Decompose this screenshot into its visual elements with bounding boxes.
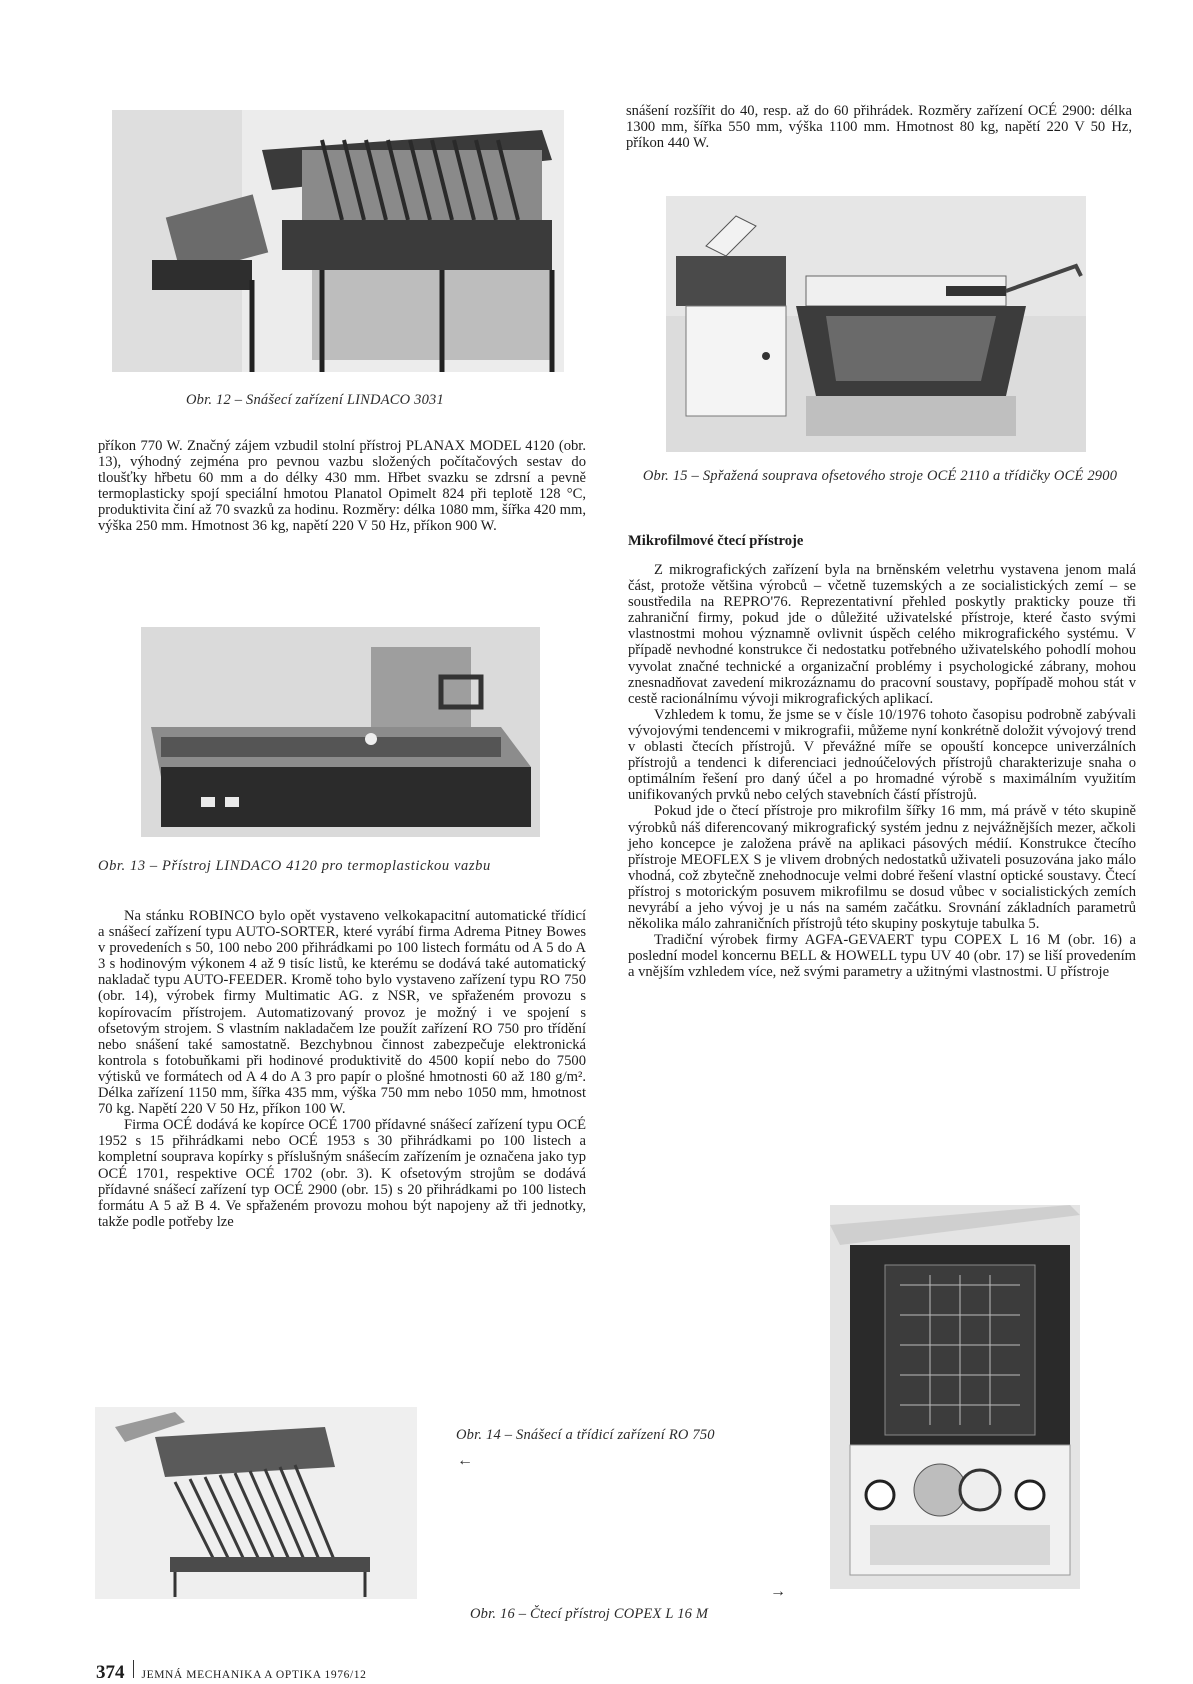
- figure-14-arrow: ←: [457, 1452, 474, 1469]
- right-column-body: [628, 562, 1136, 980]
- left-column-body: [98, 908, 586, 1230]
- paragraph: Pokud jde o čtecí přístroje pro mikrofilm šířky 16 mm, má právě v této skupině výrobků náš diferencovaný mikrografický systém jednu z nejvážnějších mezer, ačkoli jeho koncepce je založena právě na aplikaci pásových médií. Konstrukce čtecího přístroje MEOFLEX S je vlivem drobných nedostatků uživateli posuzována jako málo vhodná, což zbytečně znehodnocuje velmi dobré řešení vlastní optické soustavy. Čtecí přístroj s motorickým posuvem mikrofilmu se dosud vůbec v socialistických zemích nevyrábí a jeho vývoj je u nás na samém začátku. Srovnání základních parametrů několika málo zahraničních přístrojů této skupiny poskytuje tabulka 5.: [628, 803, 1136, 933]
- figure-13-photo: [141, 627, 540, 837]
- page-number: 374: [96, 1662, 125, 1683]
- figure-15-photo: [666, 196, 1086, 452]
- figure-16-photo: [830, 1205, 1080, 1589]
- paragraph: snášení rozšířit do 40, resp. až do 60 přihrádek. Rozměry zařízení OCÉ 2900: délka 1300 mm, šířka 550 mm, výška 1100 mm. Hmotnost 80 kg, napětí 220 V 50 Hz, příkon 440 W.: [626, 103, 1132, 152]
- paragraph: Na stánku ROBINCO bylo opět vystaveno velkokapacitní automatické třídicí a snášecí zařízení typu AUTO-SORTER, které vyrábí firma Adrema Pitney Bowes v provedeních s 50, 100 nebo 200 přihrádkami po 100 listech formátu od A 5 do A 3 s hodinovým výkonem 4 až 9 tisíc listů, ke kterému se dodává také automatický nakladač typu AUTO-FEEDER. Kromě toho bylo vystaveno zařízení typu RO 750 (obr. 14), výrobek firmy Multimatic AG. z NSR, ve spřaženém provozu s kopírovacím přístrojem. Automatizovaný provoz je možný i ve spojení s ofsetovým strojem. S vlastním nakladačem lze použít zařízení RO 750 pro třídění nebo snášení také samostatně. Bezchybnou činnost zabezpečuje elektronická kontrola s fotobuňkami při hodinové produktivitě do 4500 kopií nebo do 7500 výtisků ve formátech od A 4 do A 3 pro papír o plošné hmotnosti 60 až 180 g/m². Délka zařízení 1150 mm, šířka 435 mm, výška 750 mm nebo 1050 mm, hmotnost 70 kg. Napětí 220 V 50 Hz, příkon 100 W.: [98, 908, 586, 1118]
- paragraph: Firma OCÉ dodává ke kopírce OCÉ 1700 přídavné snášecí zařízení typu OCÉ 1952 s 15 přihrádkami nebo OCÉ 1953 s 30 přihrádkami po 100 listech a kompletní souprava kopírky s příslušným snášecím zařízením je označena jako typ OCÉ 1701, respektive OCÉ 1702 (obr. 3). K ofsetovým strojům se dodává přídavné snášecí zařízení typ OCÉ 2900 (obr. 15) s 20 přihrádkami po 100 listech formátu A 5 až B 4. Ve spřaženém provozu mohou být napojeny až tři jednotky, takže podle potřeby lze: [98, 1117, 586, 1230]
- figure-15-caption: Obr. 15 – Spřažená souprava ofsetového stroje OCÉ 2110 a třídičky OCÉ 2900: [642, 468, 1118, 484]
- figure-12-photo: [112, 110, 564, 372]
- right-column-intro: [626, 103, 1132, 151]
- section-heading: Mikrofilmové čtecí přístroje: [628, 533, 804, 549]
- paragraph: Tradiční výrobek firmy AGFA-GEVAERT typu COPEX L 16 M (obr. 16) a poslední model koncernu BELL & HOWELL typu UV 40 (obr. 17) se liší provedením a vnějším vzhledem více, než svými parametry a užitnými vlastnostmi. U přístroje: [628, 932, 1136, 981]
- figure-16-caption: Obr. 16 – Čtecí přístroj COPEX L 16 M: [470, 1606, 709, 1622]
- paragraph: Z mikrografických zařízení byla na brněnském veletrhu vystavena jenom malá část, protože většina výrobců – včetně tuzemských a ze socialistických zemí – se soustředila na REPRO'76. Reprezentativní přehled poskytly prakticky pouze tři zahraniční firmy, pokud jde o důležité uživatelské přístroje, které často svými vlastnostmi mohou významně ovlivnit úspěch celého mikrografického systému. V případě nevhodné konstrukce či nedostatku potřebného uživatelského pohodlí mohou vyvolat značné technické a organizační problémy i psychologické zábrany, mohou znesnadňovat zavedení mikrozáznamu do pracovní soustavy, popřípadě mohou stát v cestě racionálnímu vývoji mikrografických aplikací.: [628, 562, 1136, 707]
- paragraph: Vzhledem k tomu, že jsme se v čísle 10/1976 tohoto časopisu podrobně zabývali vývojovými tendencemi v mikrografii, můžeme nyní konkrétně doložit vývojový trend v oblasti čtecích přístrojů. V převážné míře se opouští koncepce univerzálních přístrojů a tendenci k diferenciaci jednoúčelových přístrojů charakterizuje snaha o optimálním řešení pro daný účel a po hromadné výrobě s maximálním využitím unifikovaných prvků nebo celých stavebních částí přístrojů.: [628, 706, 1136, 804]
- footer-divider: [133, 1660, 134, 1678]
- figure-16-arrow: →: [770, 1583, 787, 1600]
- figure-14-photo: [95, 1407, 417, 1599]
- figure-12-caption: Obr. 12 – Snášecí zařízení LINDACO 3031: [186, 392, 444, 408]
- figure-13-caption: Obr. 13 – Přístroj LINDACO 4120 pro termoplastickou vazbu: [98, 858, 491, 874]
- journal-title: JEMNÁ MECHANIKA A OPTIKA 1976/12: [141, 1669, 367, 1681]
- left-column-p1: [98, 438, 586, 535]
- paragraph: příkon 770 W. Značný zájem vzbudil stolní přístroj PLANAX MODEL 4120 (obr. 13), výhodný zejména pro pevnou vazbu složených počítačových sestav do tloušťky hřbetu 60 mm a do délky 430 mm. Hřbet svazku se zdrsní a pevně termoplasticky spojí speciální hmotou Planatol Opimelt 824 při teplotě 128 °C, produktivita činí až 70 svazků za hodinu. Rozměry: délka 1080 mm, šířka 420 mm, výška 250 mm. Hmotnost 36 kg, napětí 220 V 50 Hz, příkon 900 W.: [98, 438, 586, 535]
- figure-14-caption: Obr. 14 – Snášecí a třídicí zařízení RO 750: [456, 1427, 715, 1443]
- page-footer: [96, 1660, 366, 1684]
